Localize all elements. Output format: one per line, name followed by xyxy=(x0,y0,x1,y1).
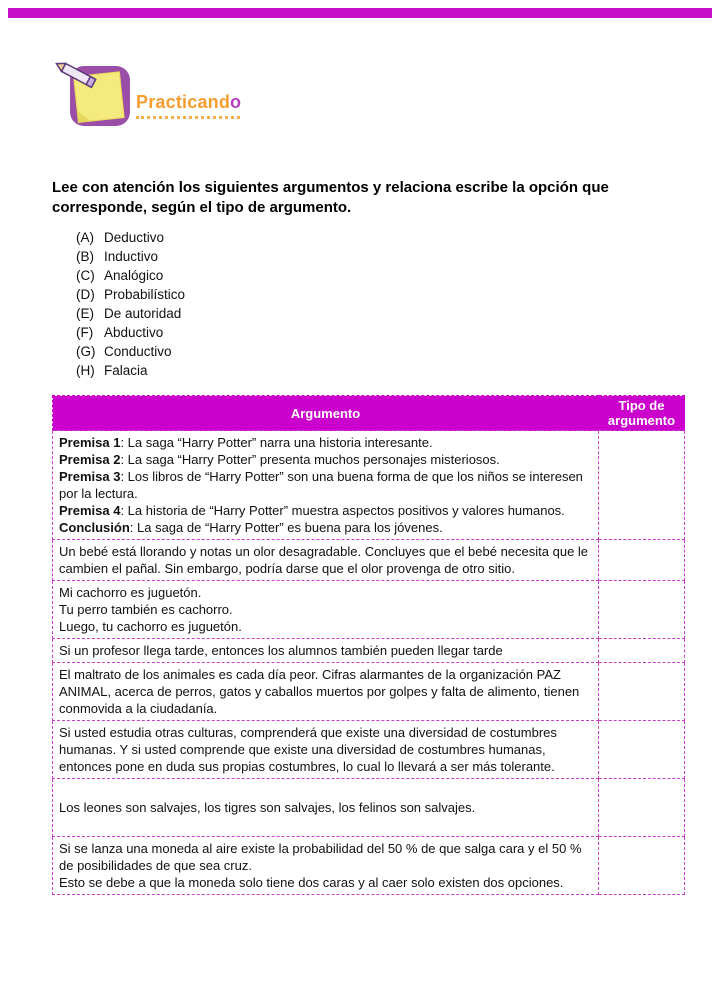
argument-cell xyxy=(53,581,599,639)
option-letter: (E) xyxy=(76,306,94,321)
answer-cell[interactable] xyxy=(599,779,685,837)
brand-dotted-underline xyxy=(136,116,240,119)
brand-accent-letter: o xyxy=(230,91,242,112)
option-item xyxy=(76,228,720,247)
brand-wordmark xyxy=(136,92,241,119)
option-label: Deductivo xyxy=(104,230,165,245)
option-label: De autoridad xyxy=(104,306,182,321)
table-row xyxy=(53,540,685,581)
option-label: Abductivo xyxy=(104,325,164,340)
argument-line: Premisa 1: La saga “Harry Potter” narra una historia interesante. xyxy=(59,435,433,450)
argument-cell xyxy=(53,721,599,779)
argument-line: El maltrato de los animales es cada día peor. Cifras alarmantes de la organización PAZ ANIMAL, acerca de perros, gatos y caballos muertos por golpes y falta de alimento, tienen conmovida a la ciudadanía. xyxy=(59,667,580,716)
option-label: Conductivo xyxy=(104,344,172,359)
options-list xyxy=(76,228,720,380)
option-item xyxy=(76,342,720,361)
answer-cell[interactable] xyxy=(599,721,685,779)
argument-line: Premisa 4: La historia de “Harry Potter” muestra aspectos positivos y valores humanos. xyxy=(59,503,565,518)
argument-line: Luego, tu cachorro es juguetón. xyxy=(59,619,242,634)
option-letter: (B) xyxy=(76,249,94,264)
option-label: Analógico xyxy=(104,268,164,283)
answer-cell[interactable] xyxy=(599,431,685,540)
argument-line: Esto se debe a que la moneda solo tiene dos caras y al caer solo existen dos opciones. xyxy=(59,875,564,890)
instruction-text: Lee con atención los siguientes argumentos y relaciona escribe la opción que corresponde, según el tipo de argumento. xyxy=(52,179,609,216)
argument-line: Si usted estudia otras culturas, comprenderá que existe una diversidad de costumbres humanas. Y si usted comprende que existe una diversidad de costumbres humanas, entonces pone en duda sus propias costumbres, lo cual lo llevará a ser más tolerante. xyxy=(59,725,557,774)
option-item xyxy=(76,266,720,285)
argument-line: Si se lanza una moneda al aire existe la probabilidad del 50 % de que salga cara y el 50 % de posibilidades de que sea cruz. xyxy=(59,841,582,873)
table-row xyxy=(53,581,685,639)
argument-line: Los leones son salvajes, los tigres son salvajes, los felinos son salvajes. xyxy=(59,800,476,815)
option-letter: (C) xyxy=(76,268,95,283)
argument-line xyxy=(59,782,592,799)
option-item xyxy=(76,247,720,266)
pencil-note-icon xyxy=(54,56,134,136)
argument-line: Mi cachorro es juguetón. xyxy=(59,585,202,600)
option-letter: (A) xyxy=(76,230,94,245)
argument-line xyxy=(59,816,592,833)
table-body xyxy=(53,431,685,895)
option-letter: (G) xyxy=(76,344,96,359)
argument-cell xyxy=(53,540,599,581)
argument-cell xyxy=(53,639,599,663)
answer-cell[interactable] xyxy=(599,639,685,663)
table-header-row xyxy=(53,396,685,431)
argument-line: Un bebé está llorando y notas un olor desagradable. Concluyes que el bebé necesita que le cambien el pañal. Sin embargo, podría darse que el olor provenga de otro sitio. xyxy=(59,544,589,576)
table-row xyxy=(53,837,685,895)
option-item xyxy=(76,304,720,323)
argument-cell xyxy=(53,779,599,837)
option-label: Inductivo xyxy=(104,249,159,264)
argument-cell xyxy=(53,837,599,895)
brand-text: Practicand xyxy=(136,91,231,112)
top-accent-bar xyxy=(8,8,712,18)
option-letter: (H) xyxy=(76,363,95,378)
option-label: Falacia xyxy=(104,363,148,378)
argument-line: Premisa 2: La saga “Harry Potter” presenta muchos personajes misteriosos. xyxy=(59,452,500,467)
table-row xyxy=(53,721,685,779)
table-row xyxy=(53,779,685,837)
option-item xyxy=(76,285,720,304)
table-row xyxy=(53,431,685,540)
answer-cell[interactable] xyxy=(599,581,685,639)
argument-cell xyxy=(53,431,599,540)
option-letter: (F) xyxy=(76,325,94,340)
argument-line: Premisa 3: Los libros de “Harry Potter” son una buena forma de que los niños se interesen por la lectura. xyxy=(59,469,583,501)
answer-cell[interactable] xyxy=(599,663,685,721)
option-letter: (D) xyxy=(76,287,95,302)
table-row xyxy=(53,639,685,663)
logo xyxy=(54,56,720,136)
argument-line: Si un profesor llega tarde, entonces los alumnos también pueden llegar tarde xyxy=(59,643,503,658)
argument-line: Tu perro también es cachorro. xyxy=(59,602,233,617)
argument-cell xyxy=(53,663,599,721)
option-item xyxy=(76,323,720,342)
header-argumento: Argumento xyxy=(53,396,599,431)
table-row xyxy=(53,663,685,721)
arguments-table xyxy=(52,395,685,895)
header-tipo-argumento: Tipo de argumento xyxy=(599,396,685,431)
answer-cell[interactable] xyxy=(599,540,685,581)
argument-line: Conclusión: La saga de “Harry Potter” es buena para los jóvenes. xyxy=(59,520,443,535)
option-label: Probabilístico xyxy=(104,287,186,302)
answer-cell[interactable] xyxy=(599,837,685,895)
option-item xyxy=(76,361,720,380)
